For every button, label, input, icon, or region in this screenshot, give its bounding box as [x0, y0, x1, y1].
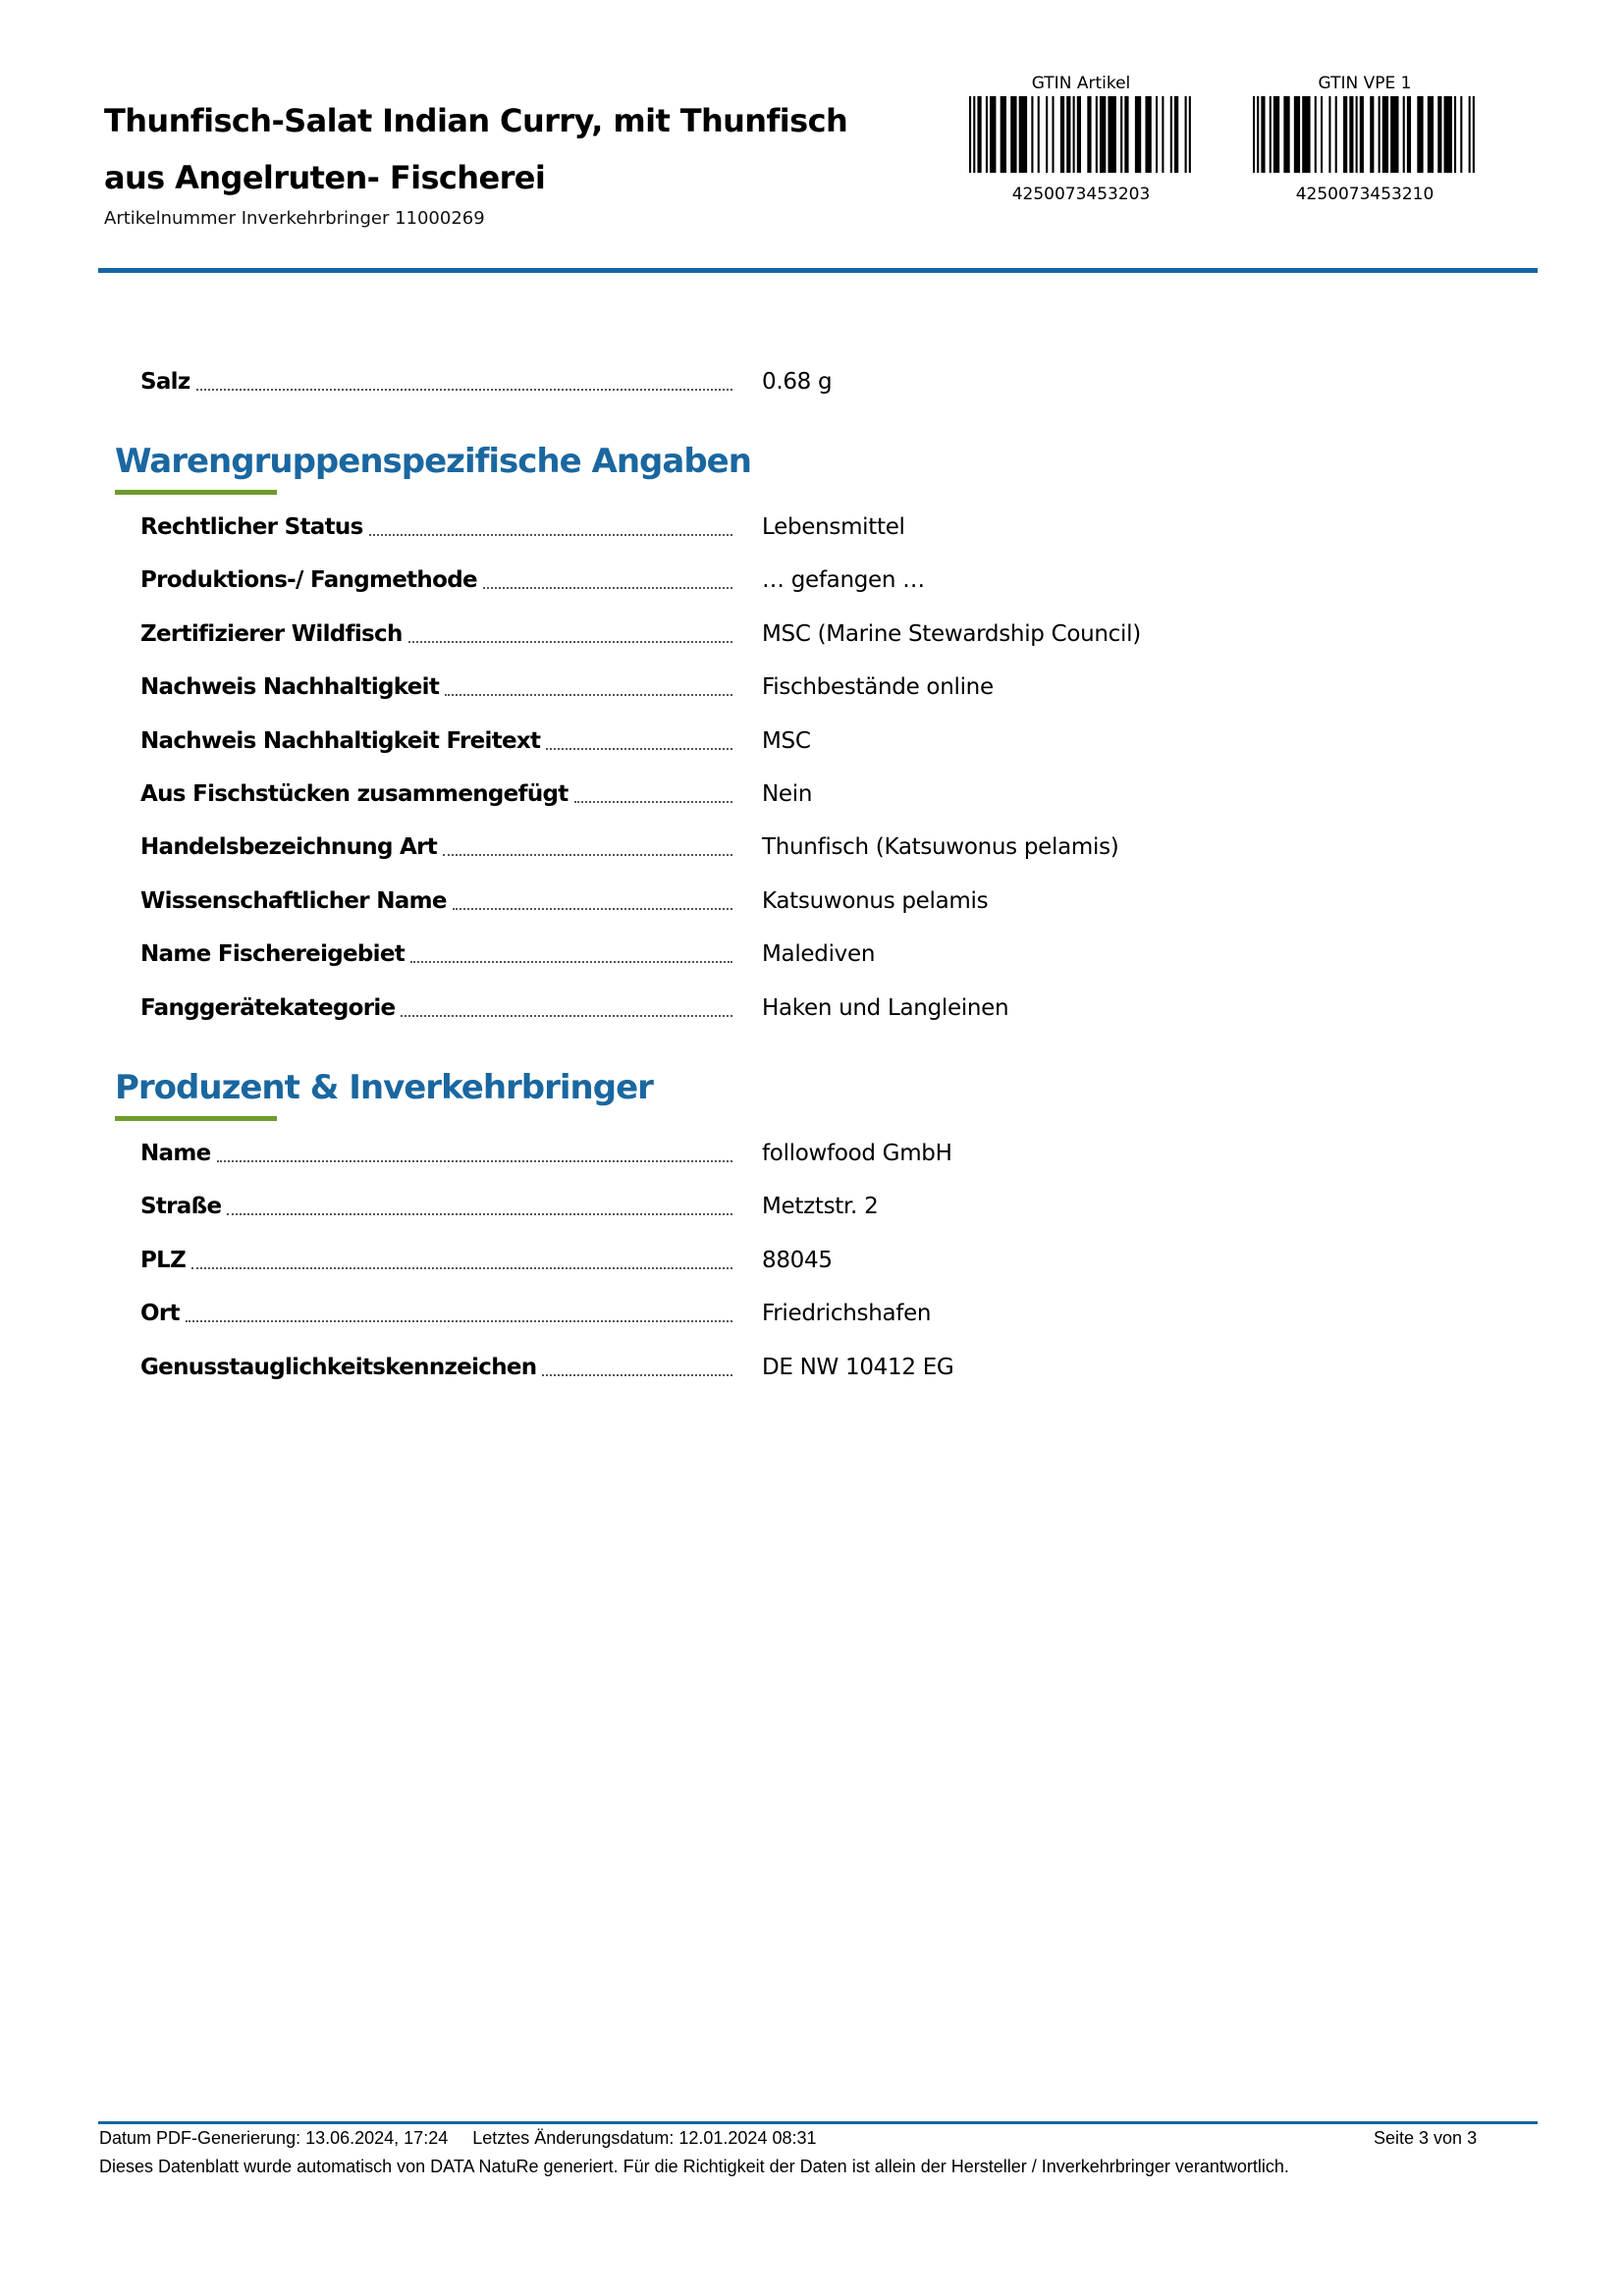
- header-divider: [98, 268, 1538, 273]
- attribute-row: [140, 991, 1417, 1031]
- attribute-value: MSC (Marine Stewardship Council): [762, 621, 1141, 647]
- attribute-row: [140, 884, 1417, 924]
- gtin-vpe-block: [1251, 73, 1479, 204]
- attribute-row: [140, 937, 1417, 977]
- gtin-vpe-number: 4250073453210: [1295, 185, 1435, 204]
- article-number: Artikelnummer Inverkehrbringer 11000269: [104, 208, 485, 229]
- footer-generation-date: Datum PDF-Generierung: 13.06.2024, 17:24: [99, 2128, 449, 2148]
- attribute-value: Nein: [762, 781, 813, 807]
- attribute-value: MSC: [762, 728, 811, 754]
- gtin-artikel-number: 4250073453203: [1011, 185, 1151, 204]
- attribute-row: [140, 1297, 1417, 1336]
- attribute-value: … gefangen …: [762, 567, 925, 593]
- gtin-artikel-label: GTIN Artikel: [1031, 74, 1131, 93]
- section-heading-produzent: Produzent & Inverkehrbringer: [115, 1068, 653, 1107]
- attribute-value: Haken und Langleinen: [762, 995, 1009, 1021]
- attribute-label: Salz: [140, 369, 190, 395]
- attribute-value: followfood GmbH: [762, 1141, 952, 1166]
- attribute-row: [140, 724, 1417, 764]
- attribute-label: Wissenschaftlicher Name: [140, 888, 447, 914]
- attribute-row: [140, 1137, 1417, 1176]
- attribute-value: 0.68 g: [762, 369, 833, 395]
- leader-dots: [483, 587, 732, 589]
- leader-dots: [410, 961, 732, 963]
- attribute-row: [140, 670, 1417, 710]
- leader-dots: [227, 1213, 732, 1215]
- gtin-vpe-barcode: [1253, 96, 1477, 173]
- leader-dots: [453, 908, 732, 910]
- attribute-row: [140, 563, 1417, 603]
- attribute-value: Fischbestände online: [762, 674, 994, 700]
- leader-dots: [369, 534, 732, 536]
- footer-divider: [98, 2121, 1538, 2124]
- leader-dots: [445, 694, 732, 696]
- attribute-label: Genusstauglichkeitskennzeichen: [140, 1355, 537, 1380]
- attribute-label: Rechtlicher Status: [140, 514, 363, 540]
- attribute-value: 88045: [762, 1248, 833, 1273]
- attribute-value: Friedrichshafen: [762, 1301, 932, 1326]
- attribute-label: Handelsbezeichnung Art: [140, 834, 438, 860]
- attribute-value: Malediven: [762, 941, 876, 967]
- leader-dots: [217, 1160, 732, 1162]
- footer-disclaimer: Dieses Datenblatt wurde automatisch von DATA NatuRe generiert. Für die Richtigkeit der Daten ist allein der Hersteller / Inverkehrbringer verantwortlich.: [99, 2157, 1289, 2176]
- attribute-value: Thunfisch (Katsuwonus pelamis): [762, 834, 1119, 860]
- product-title: Thunfisch-Salat Indian Curry, mit Thunfisch aus Angelruten- Fischerei: [104, 102, 848, 196]
- attribute-value: Katsuwonus pelamis: [762, 888, 989, 914]
- leader-dots: [408, 641, 732, 643]
- leader-dots: [186, 1320, 732, 1322]
- attribute-label: Aus Fischstücken zusammengefügt: [140, 781, 568, 807]
- section-underline: [115, 1116, 277, 1121]
- attribute-label: Name: [140, 1141, 211, 1166]
- attribute-row: [140, 1351, 1417, 1390]
- page-number: Seite 3 von 3: [1374, 2128, 1478, 2148]
- attribute-row: [140, 617, 1417, 657]
- attribute-label: Straße: [140, 1194, 222, 1219]
- attribute-label: PLZ: [140, 1248, 187, 1273]
- attribute-label: Ort: [140, 1301, 180, 1326]
- leader-dots: [401, 1015, 732, 1017]
- leader-dots: [546, 748, 732, 750]
- leader-dots: [196, 389, 732, 391]
- attribute-row: [140, 510, 1417, 550]
- gtin-artikel-barcode: [969, 96, 1193, 173]
- footer-last-change-date: Letztes Änderungsdatum: 12.01.2024 08:31: [472, 2128, 817, 2148]
- gtin-artikel-block: [967, 73, 1195, 204]
- attribute-label: Name Fischereigebiet: [140, 941, 406, 967]
- attribute-label: Zertifizierer Wildfisch: [140, 621, 403, 647]
- attribute-row: [140, 1244, 1417, 1283]
- attribute-label: Nachweis Nachhaltigkeit Freitext: [140, 728, 541, 754]
- attribute-label: Fanggerätekategorie: [140, 995, 396, 1021]
- attribute-value: Lebensmittel: [762, 514, 905, 540]
- attribute-row: [140, 1190, 1417, 1229]
- leader-dots: [542, 1374, 732, 1376]
- attribute-row: [140, 830, 1417, 870]
- section-heading-warengruppe: Warengruppenspezifische Angaben: [115, 442, 751, 481]
- attribute-row-salz: [140, 365, 1417, 404]
- attribute-value: DE NW 10412 EG: [762, 1355, 954, 1380]
- attribute-value: Metztstr. 2: [762, 1194, 879, 1219]
- footer-dates: [99, 2128, 817, 2149]
- attribute-label: Nachweis Nachhaltigkeit: [140, 674, 440, 700]
- gtin-vpe-label: GTIN VPE 1: [1318, 74, 1412, 93]
- leader-dots: [443, 854, 732, 856]
- leader-dots: [191, 1267, 732, 1269]
- section-underline: [115, 490, 277, 495]
- attribute-row: [140, 777, 1417, 817]
- attribute-label: Produktions-/ Fangmethode: [140, 567, 477, 593]
- leader-dots: [574, 801, 732, 803]
